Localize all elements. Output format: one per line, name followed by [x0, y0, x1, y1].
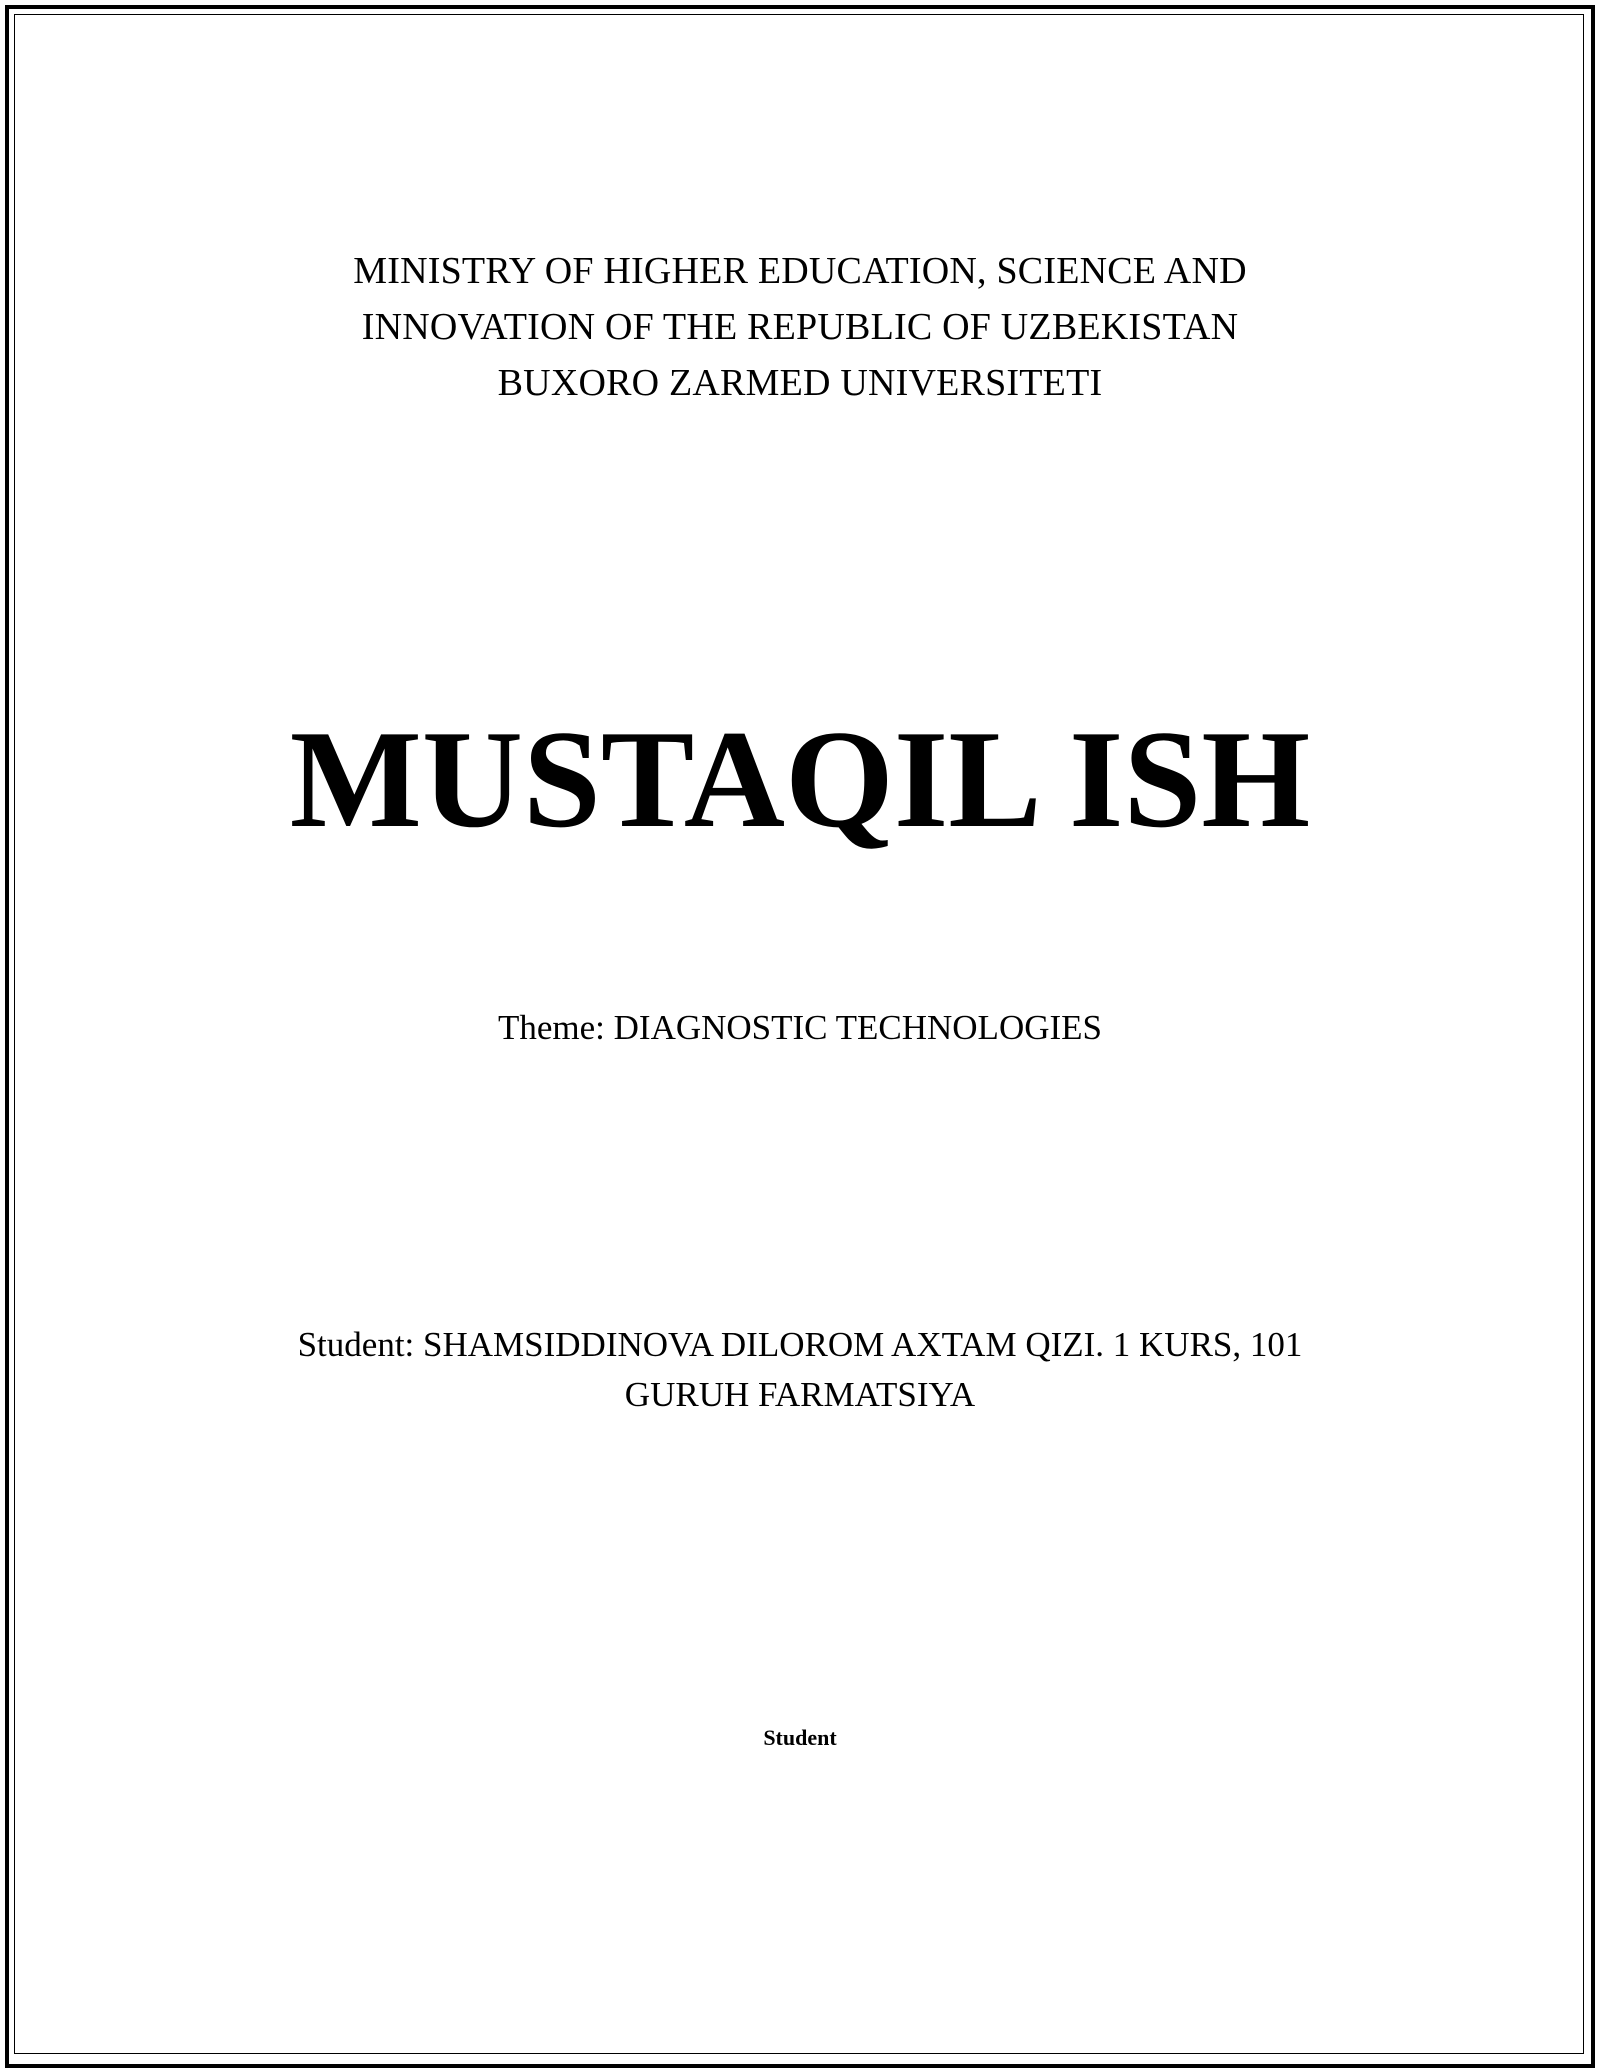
document-title: MUSTAQIL ISH	[289, 702, 1311, 857]
header-line-2: INNOVATION OF THE REPUBLIC OF UZBEKISTAN	[361, 306, 1239, 348]
header-line-1: MINISTRY OF HIGHER EDUCATION, SCIENCE AND	[353, 250, 1247, 292]
student-label: Student	[763, 1725, 837, 1750]
student-line-1: Student: SHAMSIDDINOVA DILOROM AXTAM QIZI. 1 KURS, 101	[297, 1325, 1303, 1364]
document-theme: Theme: DIAGNOSTIC TECHNOLOGIES	[497, 1008, 1102, 1047]
header-line-3: BUXORO ZARMED UNIVERSITETI	[497, 362, 1103, 404]
student-line-2: GURUH FARMATSIYA	[624, 1375, 976, 1414]
ministry-header	[0, 243, 1600, 411]
student-info	[0, 1320, 1600, 1420]
